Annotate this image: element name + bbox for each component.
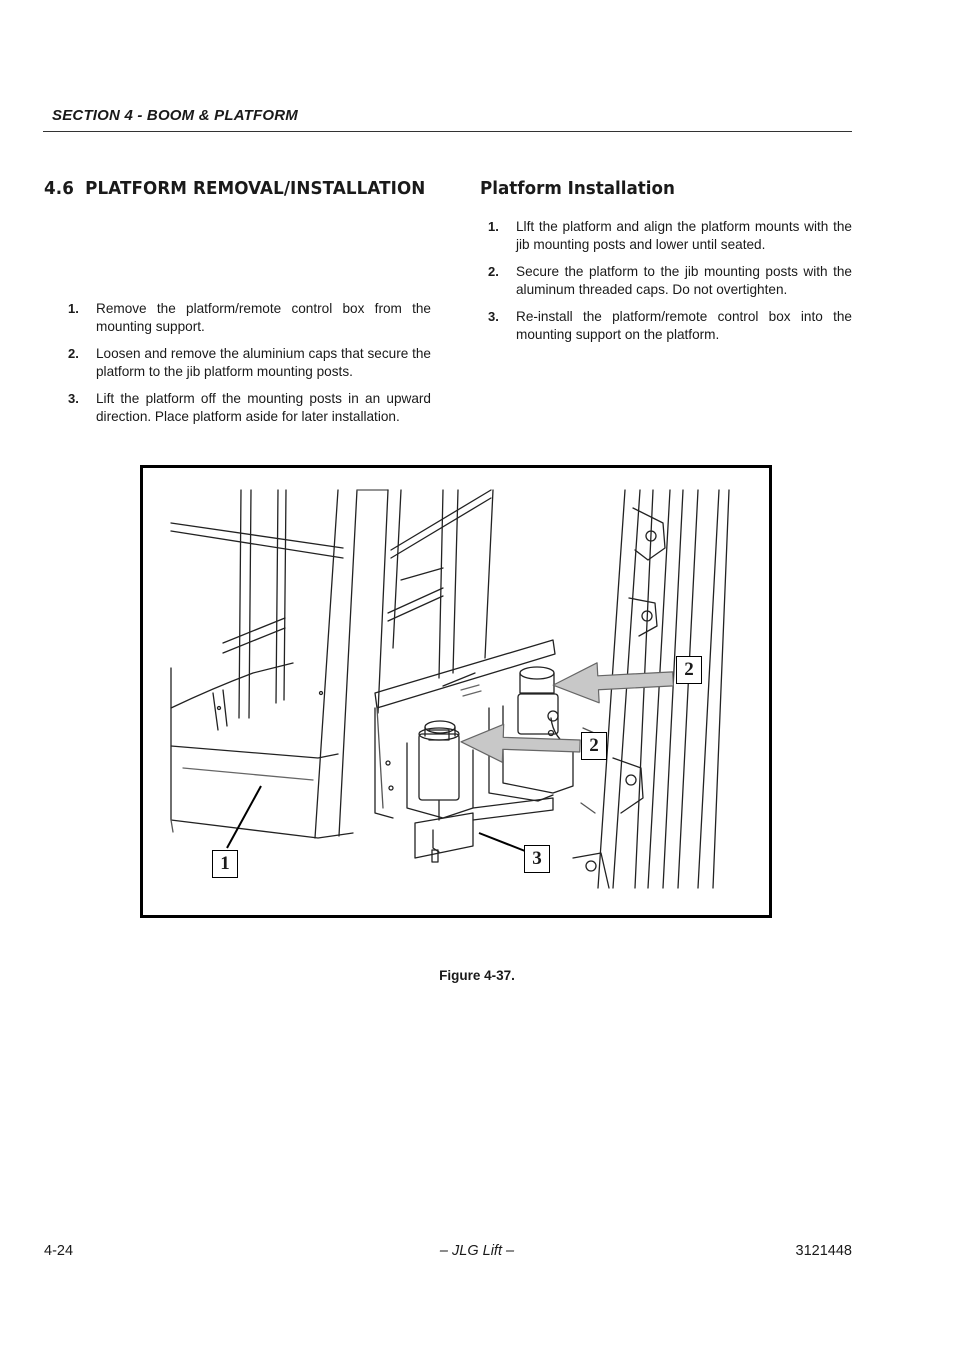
installation-steps (488, 218, 852, 353)
list-item (68, 390, 431, 425)
step-number: 2. (68, 346, 79, 361)
page-number: 4-24 (44, 1243, 74, 1259)
step-number: 3. (488, 309, 499, 324)
step-text: Re-install the platform/remote control box into the mounting support on the platform. (516, 309, 852, 342)
list-item (68, 300, 431, 335)
callout-mount-post-upper: 2 (676, 656, 702, 684)
header-rule (43, 131, 852, 132)
callout-threaded-cap: 3 (524, 845, 550, 873)
callout-mount-post-lower: 2 (581, 732, 607, 760)
step-text: Llft the platform and align the platform mounts with the jib mounting posts and lower until seated. (516, 219, 852, 252)
list-item (68, 345, 431, 380)
callout-platform: 1 (212, 850, 238, 878)
removal-steps (68, 300, 431, 435)
document-number: 3121448 (795, 1243, 852, 1259)
step-text: Secure the platform to the jib mounting posts with the aluminum threaded caps. Do not overtighten. (516, 264, 852, 297)
step-number: 2. (488, 264, 499, 279)
list-item (488, 218, 852, 253)
figure-frame (140, 465, 772, 918)
installation-title: Platform Installation (480, 178, 675, 199)
list-item (488, 263, 852, 298)
figure-caption: Figure 4-37. (439, 968, 515, 983)
footer-brand: – JLG Lift – (439, 1243, 515, 1259)
step-text: Remove the platform/remote control box from the mounting support. (96, 301, 431, 334)
section-title-text: PLATFORM REMOVAL/INSTALLATION (85, 178, 426, 199)
section-header: SECTION 4 - BOOM & PLATFORM (52, 107, 298, 124)
section-number: 4.6 (44, 178, 74, 199)
step-number: 1. (488, 219, 499, 234)
list-item (488, 308, 852, 343)
step-number: 3. (68, 391, 79, 406)
platform-mount-illustration (143, 468, 769, 915)
step-number: 1. (68, 301, 79, 316)
step-text: Lift the platform off the mounting posts in an upward direction. Place platform aside for later installation. (96, 391, 431, 424)
section-title (44, 178, 425, 199)
step-text: Loosen and remove the aluminium caps that secure the platform to the jib platform mounting posts. (96, 346, 431, 379)
